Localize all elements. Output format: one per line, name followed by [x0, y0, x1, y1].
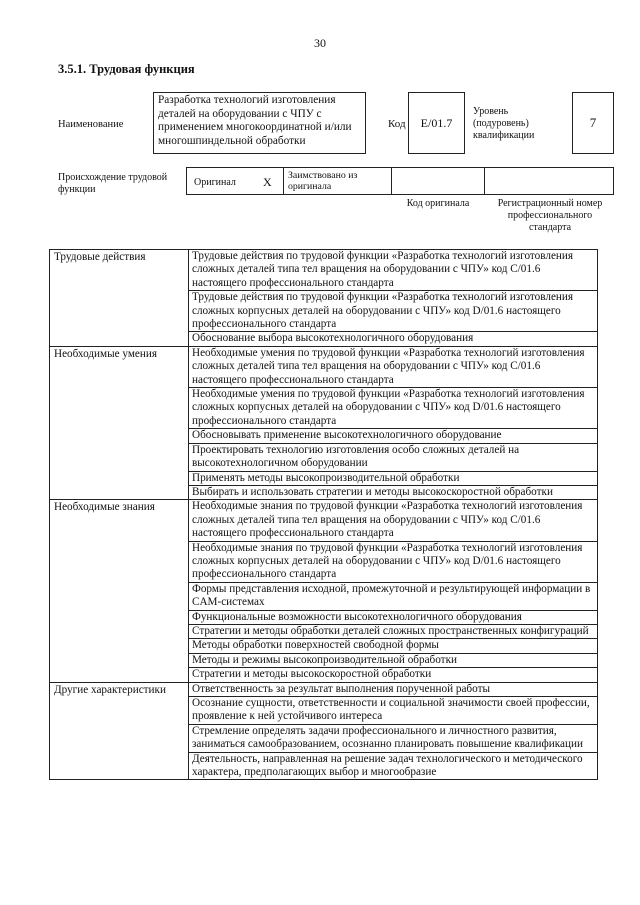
item-cell: Деятельность, направленная на решение задач технологического и методического характера, предполагающих выбор и многообразие: [189, 752, 598, 780]
level-label: Уровень (подуровень) квалификации: [473, 106, 535, 141]
original-label: Оригинал: [194, 177, 236, 188]
category-cell: Трудовые действия: [50, 250, 189, 347]
item-cell: Обоснование выбора высокотехнологичного оборудования: [189, 332, 598, 346]
category-cell: Необходимые умения: [50, 346, 189, 499]
item-cell: Формы представления исходной, промежуточной и результирующей информации в CAM-системах: [189, 582, 598, 610]
name-label: Наименование: [58, 119, 124, 130]
level-value: 7: [572, 92, 614, 154]
borrowed-cell: [283, 167, 392, 195]
item-cell: Методы обработки поверхностей свободной формы: [189, 639, 598, 653]
item-cell: Методы и режимы высокопроизводительной обработки: [189, 653, 598, 667]
item-cell: Обосновывать применение высокотехнологичного оборудование: [189, 429, 598, 443]
item-cell: Необходимые умения по трудовой функции «Разработка технологий изготовления сложных корпусных деталей на оборудовании с ЧПУ» код D/01.6 настоящего профессионального стандарта: [189, 388, 598, 429]
table-row: [50, 682, 598, 696]
table-row: [50, 346, 598, 387]
original-cell: [186, 167, 284, 195]
origin-label: Происхождение трудовой функции: [58, 172, 168, 195]
reg-number-label: Регистрационный номер профессионального стандарта: [497, 198, 603, 233]
item-cell: Трудовые действия по трудовой функции «Разработка технологий изготовления сложных корпусных деталей на оборудовании с ЧПУ» код D/01.6 настоящего профессионального стандарта: [189, 291, 598, 332]
code-label: Код: [388, 118, 406, 130]
code-original-cell: [391, 167, 485, 195]
item-cell: Необходимые знания по трудовой функции «Разработка технологий изготовления сложных деталей типа тел вращения на оборудовании с ЧПУ» код C/01.6 настоящего профессионального стандарта: [189, 500, 598, 541]
item-cell: Ответственность за результат выполнения порученной работы: [189, 682, 598, 696]
category-cell: Необходимые знания: [50, 500, 189, 682]
item-cell: Функциональные возможности высокотехнологичного оборудования: [189, 610, 598, 624]
original-mark: X: [263, 175, 272, 189]
code-original-label: Код оригинала: [406, 198, 470, 209]
item-cell: Применять методы высокопроизводительной обработки: [189, 471, 598, 485]
item-cell: Стратегии и методы высокоскоростной обработки: [189, 668, 598, 682]
item-cell: Осознание сущности, ответственности и социальной значимости своей профессии, проявление к ней устойчивого интереса: [189, 697, 598, 725]
name-value: Разработка технологий изготовления деталей на оборудовании с ЧПУ с применением многокоординатной и/или многошпиндельной обработки: [153, 92, 366, 154]
requirements-table: [49, 249, 598, 780]
page-number: 30: [314, 36, 326, 50]
item-cell: Стратегии и методы обработки деталей сложных пространственных конфигураций: [189, 624, 598, 638]
reg-number-cell: [484, 167, 614, 195]
item-cell: Стремление определять задачи профессионального и личностного развития, заниматься самообразованием, осознанно планировать повышение квалификации: [189, 724, 598, 752]
item-cell: Необходимые умения по трудовой функции «Разработка технологий изготовления сложных деталей типа тел вращения на оборудовании с ЧПУ» код C/01.6 настоящего профессионального стандарта: [189, 346, 598, 387]
item-cell: Трудовые действия по трудовой функции «Разработка технологий изготовления сложных деталей типа тел вращения на оборудовании с ЧПУ» код C/01.6 настоящего профессионального стандарта: [189, 250, 598, 291]
item-cell: Проектировать технологию изготовления особо сложных деталей на высокотехнологичном оборудовании: [189, 443, 598, 471]
item-cell: Необходимые знания по трудовой функции «Разработка технологий изготовления сложных корпусных деталей на оборудовании с ЧПУ» код D/01.6 настоящего профессионального стандарта: [189, 541, 598, 582]
item-cell: Выбирать и использовать стратегии и методы высокоскоростной обработки: [189, 485, 598, 499]
table-row: [50, 250, 598, 291]
category-cell: Другие характеристики: [50, 682, 189, 780]
code-value: E/01.7: [408, 92, 465, 154]
section-heading: 3.5.1. Трудовая функция: [58, 62, 195, 76]
borrowed-label: Заимствовано из оригинала: [288, 170, 358, 192]
table-row: [50, 500, 598, 541]
